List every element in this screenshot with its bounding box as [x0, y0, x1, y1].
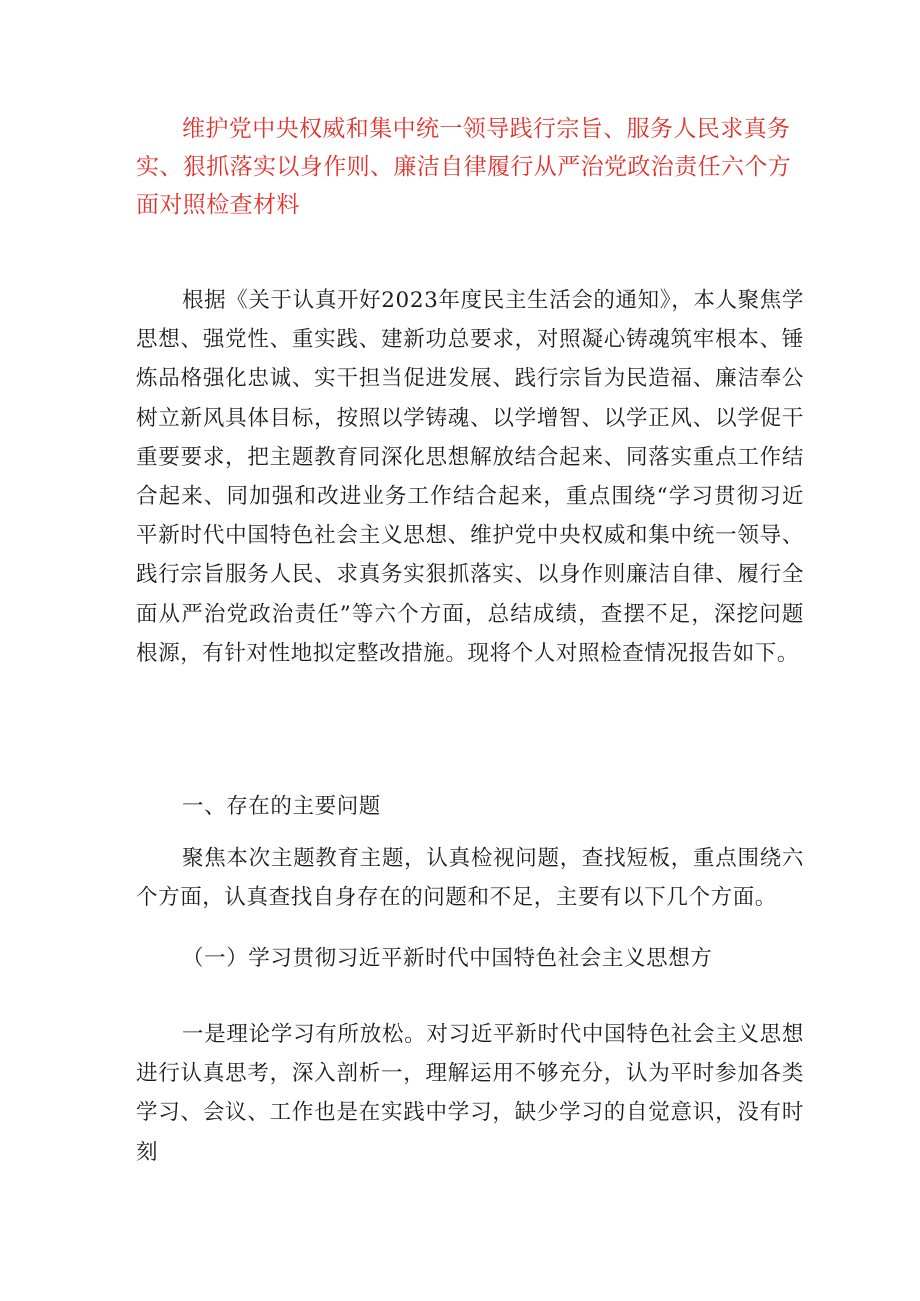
- document-title: 维护党中央权威和集中统一领导践行宗旨、服务人民求真务实、狠抓落实以身作则、廉洁自律履行从严治党政治责任六个方面对照检查材料: [136, 116, 792, 218]
- subsection-heading: （一）学习贯彻习近平新时代中国特色社会主义思想方: [182, 946, 713, 971]
- intro-paragraph: 根据《关于认真开好2023年度民主生活会的通知》，本人聚焦学思想、强党性、重实践、建新功总要求，对照凝心铸魂筑牢根本、锤炼品格强化忠诚、实干担当促进发展、践行宗旨为民造福、廉洁奉公树立新风具体目标，按照以学铸魂、以学增智、以学正风、以学促干重要要求，把主题教育同深化思想解放结合起来、同落实重点工作结合起来、同加强和改进业务工作结合起来，重点围绕“学习贯彻习近平新时代中国特色社会主义思想、维护党中央权威和集中统一领导、践行宗旨服务人民、求真务实狠抓落实、以身作则廉洁自律、履行全面从严治党政治责任”等六个方面，总结成绩，查摆不足，深挖问题根源，有针对性地拟定整改措施。现将个人对照检查情况报告如下。: [136, 288, 804, 666]
- section-paragraph: 聚焦本次主题教育主题，认真检视问题，查找短板，重点围绕六个方面，认真查找自身存在的问题和不足，主要有以下几个方面。: [136, 846, 804, 911]
- section-heading: 一、存在的主要问题: [182, 794, 381, 819]
- item-paragraph: 一是理论学习有所放松。对习近平新时代中国特色社会主义思想进行认真思考，深入剖析一，理解运用不够充分，认为平时参加各类学习、会议、工作也是在实践中学习，缺少学习的自觉意识，没有时刻: [136, 1022, 804, 1165]
